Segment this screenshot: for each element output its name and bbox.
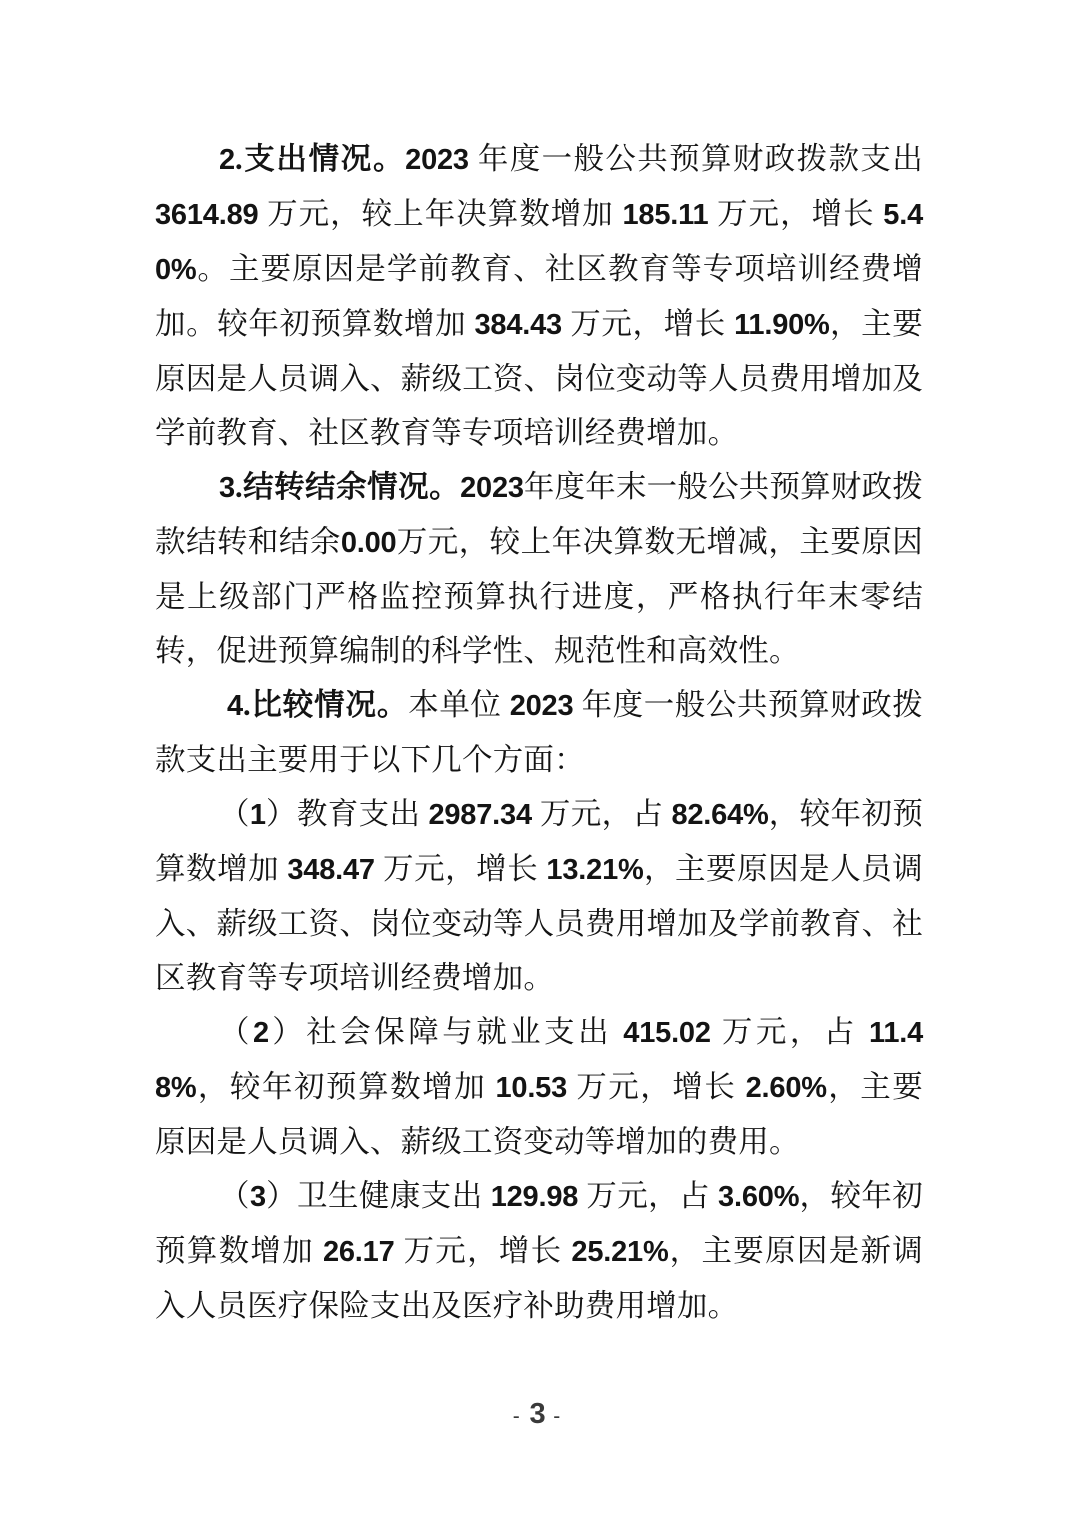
numeric-value: 2.60% <box>745 1072 827 1104</box>
section-number-2: 2. <box>219 142 244 176</box>
section-heading-carryover: 结转结余情况。 <box>243 470 461 504</box>
numeric-value: 5.40% <box>155 199 923 286</box>
subitem-marker-1: （1） <box>219 797 297 831</box>
numeric-value: 3614.89 <box>155 199 259 231</box>
numeric-value: 348.47 <box>287 854 375 886</box>
numeric-value: 26.17 <box>322 1236 395 1268</box>
paragraph-expenditure <box>155 132 923 460</box>
subitem-marker-2: （2） <box>219 1015 307 1049</box>
section-number-3: 3. <box>219 470 244 504</box>
paragraph-carryover <box>155 460 923 678</box>
subitem-body-health: 卫生健康支出 129.98 万元，占 3.60%，较年初预算数增加 26.17 万元，增长 25.21%，主要原因是新调入人员医疗保险支出及医疗补助费用增加。 <box>155 1179 924 1323</box>
numeric-value: 3.60% <box>718 1181 800 1213</box>
numeric-value: 13.21% <box>546 854 644 886</box>
numeric-value: 415.02 <box>623 1017 711 1049</box>
numeric-value: 25.21% <box>571 1236 669 1268</box>
numeric-value: 129.98 <box>490 1181 579 1213</box>
section-heading-expenditure: 支出情况。 <box>243 142 406 176</box>
numeric-value: 3 <box>529 1398 546 1430</box>
numeric-value: 4 <box>227 690 243 722</box>
subitem-body-education: 教育支出 2987.34 万元，占 82.64%，较年初预算数增加 348.47 万元，增长 13.21%，主要原因是人员调入、薪级工资、岗位变动等人员费用增加及学前教育、社区教育等专项培训经费增加。 <box>155 797 924 995</box>
numeric-value: 185.11 <box>622 199 709 231</box>
subitem-education <box>155 787 923 1005</box>
numeric-value: 11.90% <box>734 309 830 341</box>
section-body-carryover: 2023年度年末一般公共预算财政拨款结转和结余0.00万元，较上年决算数无增减，主要原因是上级部门严格监控预算执行进度，严格执行年末零结转，促进预算编制的科学性、规范性和高效性。 <box>155 470 923 668</box>
page-number-footer <box>0 1398 1075 1431</box>
subitem-marker-3: （3） <box>219 1179 298 1213</box>
numeric-value: 82.64% <box>671 799 769 831</box>
numeric-value: 10.53 <box>495 1072 568 1104</box>
section-body-comparison: 本单位 2023 年度一般公共预算财政拨款支出主要用于以下几个方面： <box>155 688 923 777</box>
subitem-social-security-employment <box>155 1005 923 1169</box>
numeric-value: 11.48% <box>155 1017 924 1104</box>
numeric-value: 384.43 <box>474 309 562 341</box>
numeric-value: 2 <box>219 144 235 176</box>
numeric-value: 2023 <box>405 144 469 176</box>
page-number-label: - 3 - <box>512 1398 563 1430</box>
numeric-value: 2023 <box>509 690 574 722</box>
page-body <box>155 132 923 1333</box>
subitem-body-social-security-employment: 社会保障与就业支出 415.02 万元，占 11.48%，较年初预算数增加 10.53 万元，增长 2.60%，主要原因是人员调入、薪级工资变动等增加的费用。 <box>155 1015 924 1159</box>
numeric-value: 0.00 <box>340 527 397 559</box>
numeric-value: 2 <box>253 1017 269 1049</box>
subitem-health <box>155 1169 923 1333</box>
numeric-value: 1 <box>249 799 266 831</box>
section-heading-comparison: 比较情况。 <box>251 688 409 722</box>
section-body-expenditure: 2023 年度一般公共预算财政拨款支出 3614.89 万元，较上年决算数增加 185.11 万元，增长 5.40%。主要原因是学前教育、社区教育等专项培训经费增加。较年初预算数增加 384.43 万元，增长 11.90%，主要原因是人员调入、薪级工资、岗位变动等人员费用增加及学前教育、社区教育等专项培训经费增加。 <box>155 142 924 450</box>
numeric-value: 3 <box>219 472 235 504</box>
paragraph-comparison <box>155 678 923 787</box>
numeric-value: 2023 <box>460 472 524 504</box>
numeric-value: 3 <box>249 1181 266 1213</box>
numeric-value: 2987.34 <box>428 799 532 831</box>
section-number-4: 4. <box>227 688 252 722</box>
